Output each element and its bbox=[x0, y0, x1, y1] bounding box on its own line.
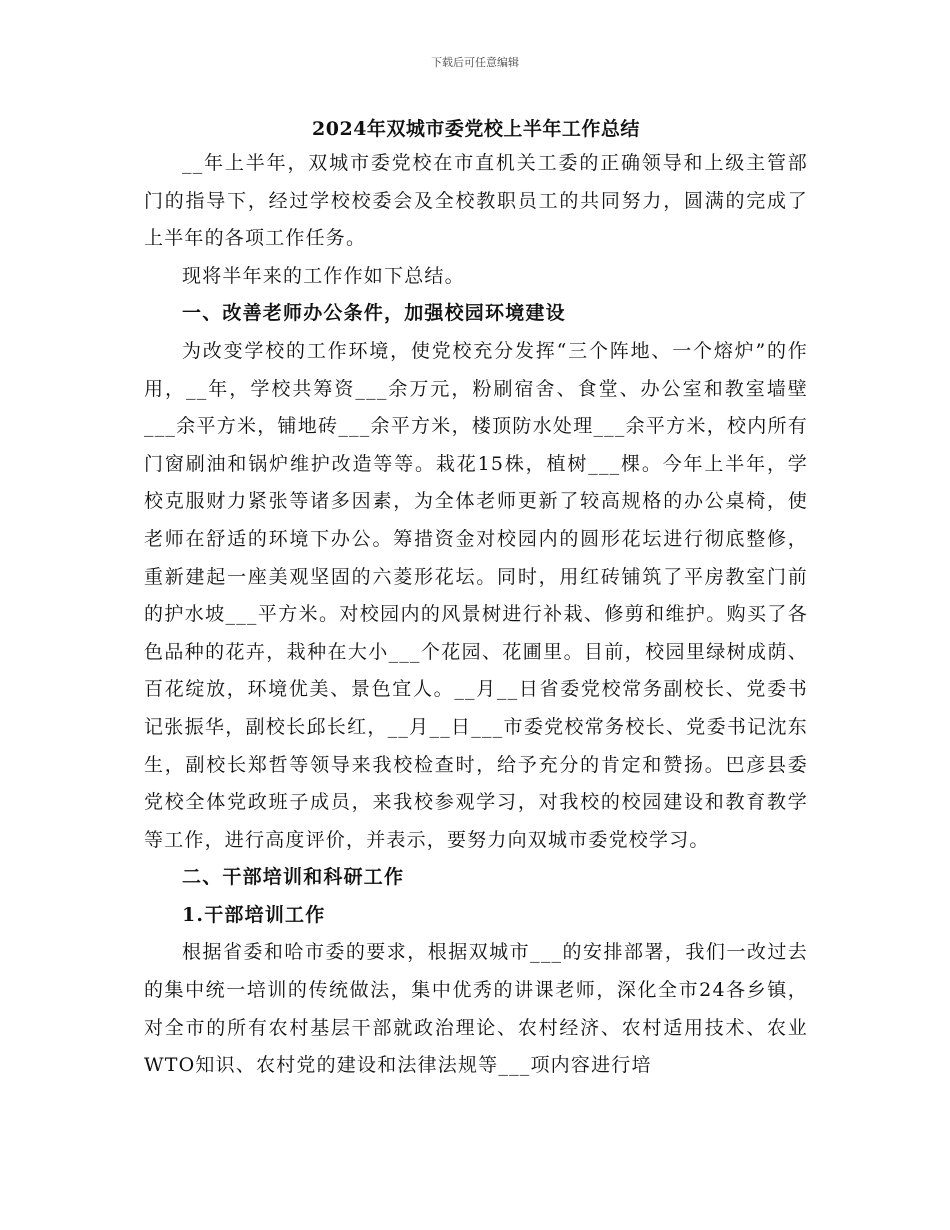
header-note: 下载后可任意编辑 bbox=[431, 56, 519, 69]
paragraph-intro: __年上半年，双城市委党校在市直机关工委的正确领导和上级主管部门的指导下，经过学校校委会及全校教职员工的共同努力，圆满的完成了上半年的各项工作任务。 bbox=[144, 152, 808, 250]
document-body bbox=[144, 113, 808, 1085]
paragraph-environment: 为改变学校的工作环境，使党校充分发挥“三个阵地、一个熔炉”的作用，__年，学校共筹资___余万元，粉刷宿舍、食堂、办公室和教室墙壁___余平方米，铺地砖___余平方米，楼顶防水处理___余平方米，校内所有门窗刷油和锅炉维护改造等等。栽花15株，植树___棵。今年上半年，学校克服财力紧张等诸多因素，为全体老师更新了较高规格的办公桌椅，使老师在舒适的环境下办公。筹措资金对校园内的圆形花坛进行彻底整修，重新建起一座美观坚固的六菱形花坛。同时，用红砖铺筑了平房教室门前的护水坡___平方米。对校园内的风景树进行补栽、修剪和维护。购买了各色品种的花卉，栽种在大小___个花园、花圃里。目前，校园里绿树成荫、百花绽放，环境优美、景色宜人。__月__日省委党校常务副校长、党委书记张振华，副校长邱长红，__月__日___市委党校常务校长、党委书记沈东生，副校长郑哲等领导来我校检查时，给予充分的肯定和赞扬。巴彦县委党校全体党政班子成员，来我校参观学习，对我校的校园建设和教育教学等工作，进行高度评价，并表示，要努力向双城市委党校学习。 bbox=[144, 339, 808, 851]
section-heading-2: 二、干部培训和科研工作 bbox=[182, 866, 405, 889]
subsection-heading-1: 1.干部培训工作 bbox=[182, 903, 326, 926]
paragraph-summary-lead: 现将半年来的工作作如下总结。 bbox=[182, 264, 465, 287]
document-title: 2024年双城市委党校上半年工作总结 bbox=[312, 118, 640, 140]
section-heading-1: 一、改善老师办公条件，加强校园环境建设 bbox=[182, 302, 566, 325]
paragraph-training: 根据省委和哈市委的要求，根据双城市___的安排部署，我们一改过去的集中统一培训的传统做法，集中优秀的讲课老师，深化全市24各乡镇，对全市的所有农村基层干部就政治理论、农村经济、农村适用技术、农业WTO知识、农村党的建设和法律法规等___项内容进行培 bbox=[144, 941, 808, 1077]
